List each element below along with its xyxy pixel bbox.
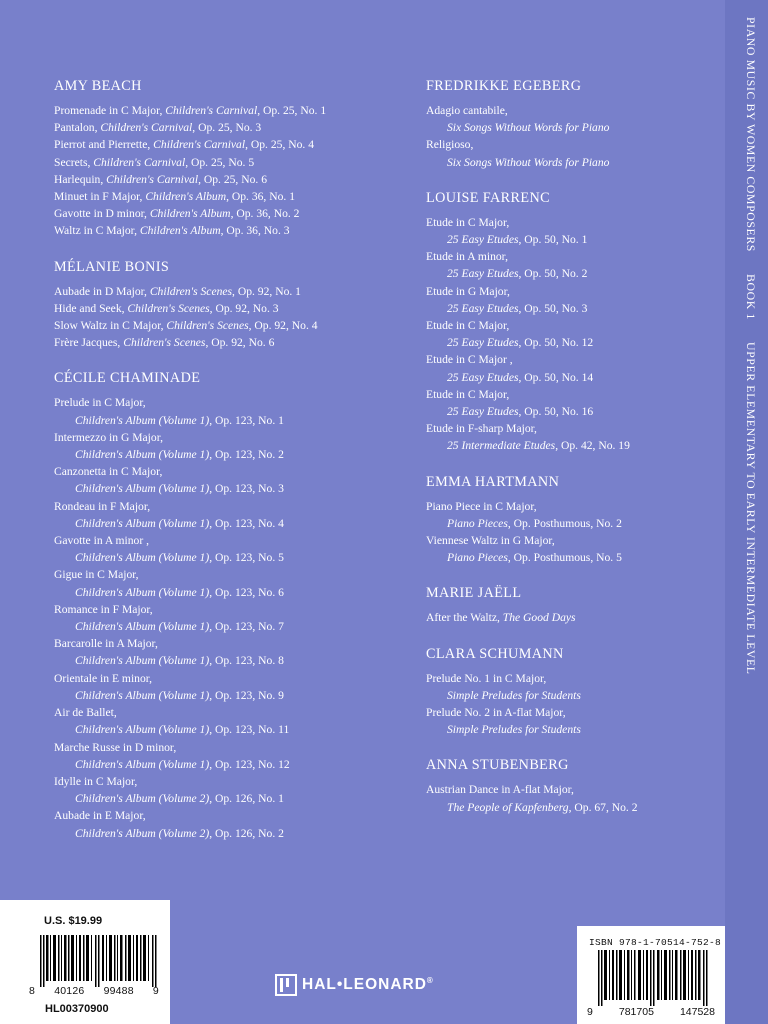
work-item: Frère Jacques, Children's Scenes, Op. 92, No. 6 xyxy=(54,336,275,350)
composer-name: AMY BEACH xyxy=(54,78,142,94)
composer-name: CLARA SCHUMANN xyxy=(426,645,564,662)
work-item: Prelude No. 1 in C Major, Simple Preludes for Students xyxy=(426,671,581,702)
work-item: Piano Piece in C Major, Piano Pieces, Op. Posthumous, No. 2 xyxy=(426,499,622,530)
work-item: Orientale in E minor, Children's Album (Volume 1), Op. 123, No. 9 xyxy=(54,671,284,702)
work-list xyxy=(426,781,726,815)
composer-name: FREDRIKKE EGEBERG xyxy=(426,78,582,94)
work-item: Marche Russe in D minor, Children's Album (Volume 1), Op. 123, No. 12 xyxy=(54,740,290,771)
composer-section xyxy=(426,78,726,171)
upc-digits: 8 40126 99488 9 xyxy=(29,985,159,997)
composer-name: EMMA HARTMANN xyxy=(426,473,560,490)
work-item: Gavotte in D minor, Children's Album, Op. 36, No. 2 xyxy=(54,207,300,221)
publisher-name: HAL•LEONARD® xyxy=(302,975,434,994)
spine-book-number: BOOK 1 xyxy=(744,273,758,320)
book-spine xyxy=(725,0,768,1024)
work-item: Barcarolle in A Major, Children's Album (Volume 1), Op. 123, No. 8 xyxy=(54,637,284,668)
work-list xyxy=(426,214,726,455)
upc-barcode-icon xyxy=(40,935,160,987)
work-item: Etude in C Major, 25 Easy Etudes, Op. 50, No. 1 xyxy=(426,215,588,247)
spine-title: PIANO MUSIC BY WOMEN COMPOSERS xyxy=(744,17,758,252)
work-item: Idylle in C Major, Children's Album (Volume 2), Op. 126, No. 1 xyxy=(54,774,284,806)
work-list xyxy=(54,102,384,240)
work-item: Aubade in D Major, Children's Scenes, Op. 92, No. 1 xyxy=(54,284,301,298)
work-item: Etude in C Major, 25 Easy Etudes, Op. 50, No. 16 xyxy=(426,387,594,419)
composer-section xyxy=(426,585,726,626)
work-list xyxy=(426,609,726,626)
work-item: Gigue in C Major, Children's Album (Volume 1), Op. 123, No. 6 xyxy=(54,568,284,599)
work-item: Religioso, Six Songs Without Words for Piano xyxy=(426,138,610,169)
left-column xyxy=(54,78,384,861)
isbn-barcode-icon xyxy=(598,950,708,1006)
composer-name: CÉCILE CHAMINADE xyxy=(54,370,201,387)
product-code: HL00370900 xyxy=(45,1003,109,1015)
right-column xyxy=(426,78,726,835)
work-item: After the Waltz, The Good Days xyxy=(426,611,576,625)
work-item: Hide and Seek, Children's Scenes, Op. 92, No. 3 xyxy=(54,301,279,315)
composer-section xyxy=(426,190,726,455)
composer-section xyxy=(54,259,384,352)
work-item: Aubade in E Major, Children's Album (Volume 2), Op. 126, No. 2 xyxy=(54,809,284,840)
price-label: U.S. $19.99 xyxy=(44,915,103,927)
work-list xyxy=(426,670,726,739)
work-item: Minuet in F Major, Children's Album, Op. 36, No. 1 xyxy=(54,190,295,204)
work-item: Prelude No. 2 in A-flat Major, Simple Preludes for Students xyxy=(426,706,581,737)
work-item: Waltz in C Major, Children's Album, Op. 36, No. 3 xyxy=(54,224,290,238)
work-item: Viennese Waltz in G Major, Piano Pieces, Op. Posthumous, No. 5 xyxy=(426,534,622,565)
work-item: Canzonetta in C Major, Children's Album (Volume 1), Op. 123, No. 3 xyxy=(54,465,284,496)
work-item: Gavotte in A minor , Children's Album (Volume 1), Op. 123, No. 5 xyxy=(54,534,284,565)
composer-section xyxy=(54,78,384,240)
work-item: Adagio cantabile, Six Songs Without Words for Piano xyxy=(426,104,610,135)
work-item: Etude in A minor, 25 Easy Etudes, Op. 50, No. 2 xyxy=(426,250,588,281)
work-item: Romance in F Major, Children's Album (Volume 1), Op. 123, No. 7 xyxy=(54,602,284,634)
composer-name: MARIE JAËLL xyxy=(426,585,522,602)
composer-name: LOUISE FARRENC xyxy=(426,189,550,206)
hal-leonard-logo-icon xyxy=(275,974,297,996)
work-list xyxy=(426,498,726,567)
price-barcode-box xyxy=(0,900,170,1024)
work-item: Harlequin, Children's Carnival, Op. 25, No. 6 xyxy=(54,172,267,186)
isbn-label: ISBN 978-1-70514-752-8 xyxy=(589,937,722,948)
work-item: Secrets, Children's Carnival, Op. 25, No. 5 xyxy=(54,155,255,169)
work-item: Promenade in C Major, Children's Carnival, Op. 25, No. 1 xyxy=(54,104,327,117)
isbn-digits: 9 781705 147528 xyxy=(587,1006,715,1018)
spine-level: UPPER ELEMENTARY TO EARLY INTERMEDIATE LEVEL xyxy=(744,341,758,675)
work-item: Air de Ballet, Children's Album (Volume 1), Op. 123, No. 11 xyxy=(54,706,290,737)
work-item: Slow Waltz in C Major, Children's Scenes, Op. 92, No. 4 xyxy=(54,319,318,333)
composer-section xyxy=(54,370,384,841)
work-item: Rondeau in F Major, Children's Album (Volume 1), Op. 123, No. 4 xyxy=(54,499,284,530)
spine-text xyxy=(734,17,758,707)
isbn-barcode-box xyxy=(577,926,725,1024)
work-item: Etude in C Major, 25 Easy Etudes, Op. 50, No. 12 xyxy=(426,319,594,350)
work-item: Intermezzo in G Major, Children's Album (Volume 1), Op. 123, No. 2 xyxy=(54,430,284,462)
work-item: Etude in F-sharp Major, 25 Intermediate Etudes, Op. 42, No. 19 xyxy=(426,422,630,453)
composer-section xyxy=(426,757,726,815)
work-item: Etude in G Major, 25 Easy Etudes, Op. 50, No. 3 xyxy=(426,284,588,315)
work-item: Pantalon, Children's Carnival, Op. 25, No. 3 xyxy=(54,121,262,135)
work-item: Etude in C Major , 25 Easy Etudes, Op. 50, No. 14 xyxy=(426,353,594,384)
work-item: Prelude in C Major, Children's Album (Volume 1), Op. 123, No. 1 xyxy=(54,396,284,427)
work-item: Austrian Dance in A-flat Major, The People of Kapfenberg, Op. 67, No. 2 xyxy=(426,783,638,814)
composer-name: ANNA STUBENBERG xyxy=(426,757,569,774)
work-list xyxy=(54,283,384,352)
composer-section xyxy=(426,646,726,739)
publisher-logo xyxy=(275,972,434,998)
work-list xyxy=(54,394,384,841)
composer-section xyxy=(426,474,726,567)
composer-name: MÉLANIE BONIS xyxy=(54,258,170,275)
work-item: Pierrot and Pierrette, Children's Carnival, Op. 25, No. 4 xyxy=(54,138,315,152)
work-list xyxy=(426,102,726,171)
